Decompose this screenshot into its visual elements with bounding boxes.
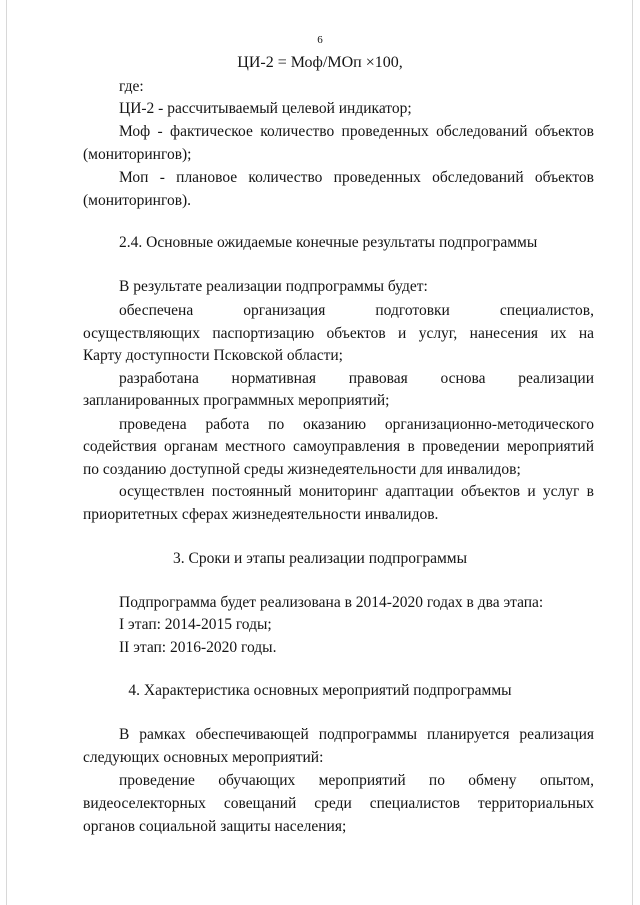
paragraph-line: органов социальной защиты населения;: [83, 818, 347, 835]
paragraph-line: видеоселекторных совещаний среди специалистов территориальных: [83, 795, 594, 812]
scan-edge-right: [632, 0, 633, 905]
definition-line: (мониторингов).: [83, 192, 192, 209]
paragraph-line: разработана нормативная правовая основа реализации: [119, 370, 594, 387]
paragraph-line: следующих основных мероприятий:: [83, 749, 324, 766]
paragraph-line: I этап: 2014-2015 годы;: [119, 616, 272, 633]
paragraph-line: проведена работа по оказанию организационно-методического: [119, 416, 594, 433]
paragraph-line: содействия органам местного самоуправления в проведении мероприятий: [83, 438, 594, 455]
paragraph-line: В результате реализации подпрограммы будет:: [119, 278, 428, 295]
paragraph-line: запланированных программных мероприятий;: [83, 392, 390, 409]
paragraph-line: приоритетных сферах жизнедеятельности инвалидов.: [83, 506, 439, 523]
definition-line: ЦИ-2 - рассчитываемый целевой индикатор;: [119, 100, 412, 117]
paragraph-line: по созданию доступной среды жизнедеятельности для инвалидов;: [83, 461, 521, 478]
scan-edge-left: [6, 0, 7, 905]
paragraph-line: II этап: 2016-2020 годы.: [119, 639, 277, 656]
definition-line: (мониторингов);: [83, 146, 192, 163]
definition-line: Моп - плановое количество проведенных обследований объектов: [119, 169, 594, 186]
paragraph-line: Карту доступности Псковской области;: [83, 347, 343, 364]
paragraph-line: осуществляющих паспортизацию объектов и услуг, нанесения их на: [83, 325, 594, 342]
definition-line: Моф - фактическое количество проведенных обследований объектов: [119, 123, 594, 140]
paragraph-line: осуществлен постоянный мониторинг адаптации объектов и услуг в: [119, 483, 594, 500]
paragraph-line: Подпрограмма будет реализована в 2014-2020 годах в два этапа:: [119, 594, 544, 611]
paragraph-line: В рамках обеспечивающей подпрограммы планируется реализация: [119, 726, 594, 743]
paragraph-line: проведение обучающих мероприятий по обмену опытом,: [119, 772, 594, 789]
section-heading: 2.4. Основные ожидаемые конечные результаты подпрограммы: [119, 234, 538, 251]
section-heading: 4. Характеристика основных мероприятий подпрограммы: [128, 682, 512, 699]
section-heading: 3. Сроки и этапы реализации подпрограммы: [172, 550, 467, 567]
paragraph-line: обеспечена организация подготовки специалистов,: [119, 302, 594, 319]
where-label: где:: [119, 78, 144, 95]
formula: ЦИ-2 = Моф/МОп ×100,: [237, 54, 403, 71]
page-number: 6: [317, 34, 323, 46]
